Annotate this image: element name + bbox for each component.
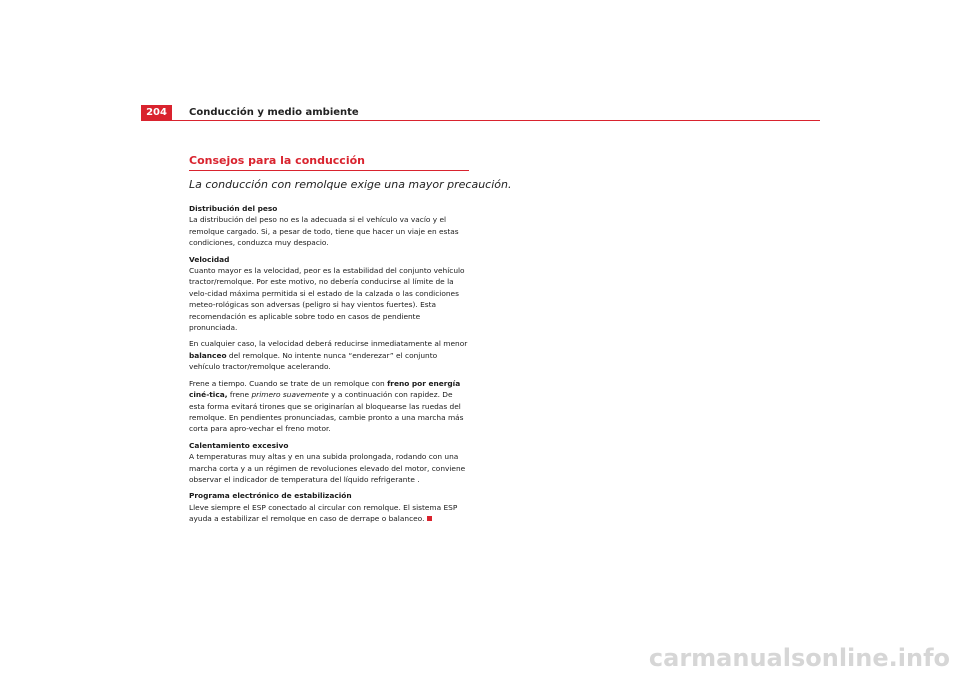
paragraph-speed-1: Cuanto mayor es la velocidad, peor es la estabilidad del conjunto vehículo tractor/remolque. Por este motivo, no debería conducirse al límite de la velo-cidad máxima permitida si el estado de la calzada o las condiciones meteo-rológicas son adversas (peligro si hay vientos fuertes). Esta recomendación es aplicable sobre todo en casos de pendiente pronunciada. <box>189 266 465 333</box>
bold-run: freno por energía ciné-tica, <box>189 378 461 400</box>
heading-esp: Programa electrónico de estabilización <box>189 491 352 501</box>
page-number: 204 <box>141 105 172 121</box>
paragraph-weight: La distribución del peso no es la adecuada si el vehículo va vacío y el remolque cargado. Si, a pesar de todo, tiene que hacer un viaje en estas condiciones, conduzca muy despacio. <box>189 215 459 248</box>
text-run: y a continuación con rapidez. De esta forma evitará tirones que se originarían al bloquearse las ruedas del remolque. En pendientes pronunciadas, cambie pronto a una marcha más corta para apro-vechar el freno motor. <box>189 390 464 434</box>
paragraph-overheat: A temperaturas muy altas y en una subida prolongada, rodando con una marcha corta y a un régimen de revoluciones elevado del motor, conviene observar el indicador de temperatura del líquido refrigerante . <box>189 452 466 484</box>
page-header <box>141 105 820 121</box>
section-end-icon <box>427 516 432 521</box>
heading-overheat: Calentamiento excesivo <box>189 440 289 450</box>
heading-weight: Distribución del peso <box>189 204 278 213</box>
text-run: Frene a tiempo. Cuando se trate de un remolque con <box>189 378 388 388</box>
paragraph-esp <box>189 502 469 525</box>
section-title: Consejos para la conducción <box>189 154 469 171</box>
main-content <box>189 154 512 530</box>
heading-speed: Velocidad <box>189 254 230 264</box>
text-run: Lleve siempre el ESP conectado al circular con remolque. El sistema ESP ayuda a estabilizar el remolque en caso de derrape o balanceo. <box>189 502 458 524</box>
body-text <box>189 203 469 525</box>
text-run: del remolque. No intente nunca “enderezar” el conjunto vehículo tractor/remolque acelerando. <box>189 350 438 372</box>
bold-run: balanceo <box>189 350 227 360</box>
header-divider <box>141 120 820 121</box>
italic-run: primero suavemente <box>251 390 329 400</box>
paragraph-speed-3 <box>189 378 469 435</box>
text-run: frene <box>227 390 252 400</box>
section-subtitle: La conducción con remolque exige una mayor precaución. <box>189 178 512 191</box>
chapter-title: Conducción y medio ambiente <box>189 107 359 118</box>
watermark: carmanualsonline.info <box>648 644 950 672</box>
text-run: En cualquier caso, la velocidad deberá reducirse inmediatamente al menor <box>189 339 468 349</box>
paragraph-speed-2 <box>189 338 469 372</box>
